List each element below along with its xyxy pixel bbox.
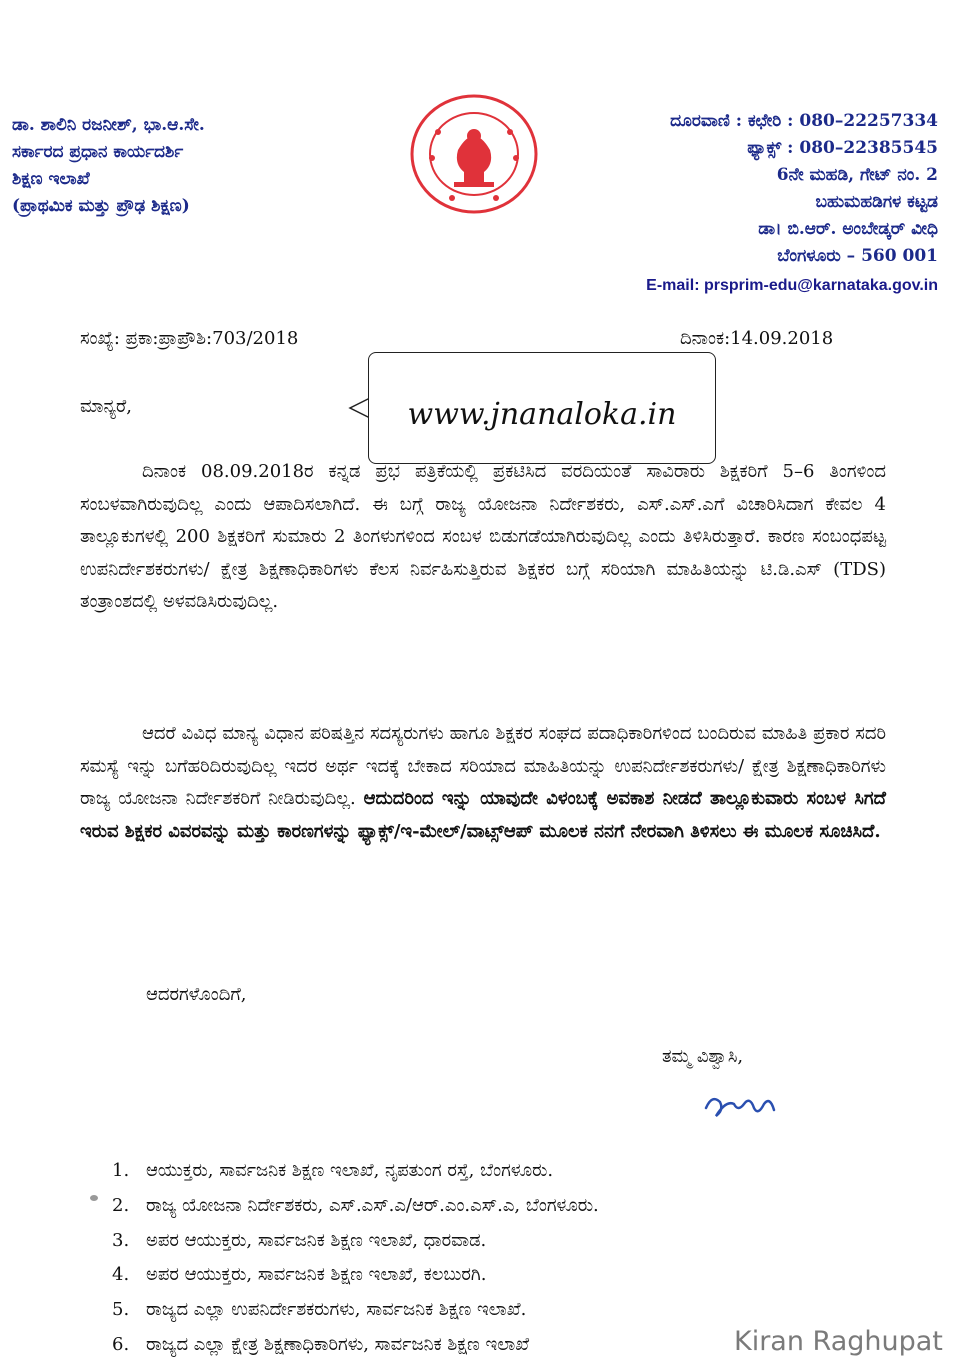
list-item: 4. ಅಪರ ಆಯುಕ್ತರು, ಸಾರ್ವಜನಿಕ ಶಿಕ್ಷಣ ಇಲಾಖೆ, ಕಲಬುರಗಿ. — [112, 1264, 487, 1286]
closing-greeting: ಆದರಗಳೊಂದಿಗೆ, — [146, 984, 247, 1005]
watermark-callout — [368, 352, 716, 464]
list-item: 3. ಅಪರ ಆಯುಕ್ತರು, ಸಾರ್ವಜನಿಕ ಶಿಕ್ಷಣ ಇಲಾಖೆ, ಧಾರವಾಡ. — [112, 1229, 487, 1251]
contact-address-line: ಬಹುಮಹಡಿಗಳ ಕಟ್ಟಡ — [815, 192, 938, 212]
contact-email: E-mail: prsprim-edu@karnataka.gov.in — [646, 277, 938, 294]
signature-icon — [700, 1086, 784, 1126]
list-item: 5. ರಾಜ್ಯದ ಎಲ್ಲಾ ಉಪನಿರ್ದೇಶಕರುಗಳು, ಸಾರ್ವಜನಿಕ ಶಿಕ್ಷಣ ಇಲಾಖೆ. — [112, 1299, 527, 1321]
reference-number: ಸಂಖ್ಯೆ: ಪ್ರಕಾ:ಪ್ರಾಪ್ರೌಶಿ:703/2018 — [80, 328, 299, 349]
watermark-text: www.jnanaloka.in — [407, 397, 677, 432]
contact-address-line: 6ನೇ ಮಹಡಿ, ಗೇಟ್ ನಂ. 2 — [776, 165, 938, 185]
sender-division: (ಪ್ರಾಥಮಿಕ ಮತ್ತು ಪ್ರೌಢ ಶಿಕ್ಷಣ) — [12, 196, 190, 216]
contact-address-line: ಬೆಂಗಳೂರು – 560 001 — [777, 246, 938, 266]
government-emblem-icon — [408, 92, 540, 216]
body-paragraph-2-instruction: ಆದುದರಿಂದ ಇನ್ನು ಯಾವುದೇ ವಿಳಂಬಕ್ಕೆ ಅವಕಾಶ ನೀಡದೆ ತಾಲ್ಲೂಕುವಾರು ಸಂಬಳ ಸಿಗದೆ ಇರುವ ಶಿಕ್ಷಕರ ವಿವರವನ್ನು ಮತ್ತು ಕಾರಣಗಳನ್ನು ಫ್ಯಾಕ್ಸ್/ಇ-ಮೇಲ್/ವಾಟ್ಸ್‌ಆಪ್ ಮೂಲಕ ನನಗೆ ನೇರವಾಗಿ ತಿಳಿಸಲು ಈ ಮೂಲಕ ಸೂಚಿಸಿದೆ. — [80, 788, 886, 842]
sender-name: ಡಾ. ಶಾಲಿನಿ ರಜನೀಶ್, ಭಾ.ಆ.ಸೇ. — [12, 115, 205, 135]
letter-date: ದಿನಾಂಕ:14.09.2018 — [680, 328, 834, 349]
contact-block — [578, 108, 938, 299]
sender-designation: ಸರ್ಕಾರದ ಪ್ರಧಾನ ಕಾರ್ಯದರ್ಶಿ — [12, 142, 184, 162]
body-paragraph-2 — [80, 718, 886, 848]
list-item: 1. ಆಯುಕ್ತರು, ಸಾರ್ವಜನಿಕ ಶಿಕ್ಷಣ ಇಲಾಖೆ, ನೃಪತುಂಗ ರಸ್ತೆ, ಬೆಂಗಳೂರು. — [112, 1160, 554, 1181]
scan-speck — [90, 1195, 98, 1201]
yours-faithfully: ತಮ್ಮ ವಿಶ್ವಾಸಿ, — [662, 1046, 744, 1067]
sender-block — [12, 112, 312, 220]
body-paragraph-2-text: ಆದರೆ ವಿವಿಧ ಮಾನ್ಯ ವಿಧಾನ ಪರಿಷತ್ತಿನ ಸದಸ್ಯರುಗಳು ಹಾಗೂ ಶಿಕ್ಷಕರ ಸಂಘದ ಪದಾಧಿಕಾರಿಗಳಿಂದ ಬಂದಿರುವ ಮಾಹಿತಿ ಪ್ರಕಾರ ಸದರಿ ಸಮಸ್ಯೆ ಇನ್ನು ಬಗೆಹರಿದಿರುವುದಿಲ್ಲ ಇದರ ಅರ್ಥ ಇದಕ್ಕೆ ಬೇಕಾದ ಸರಿಯಾದ ಮಾಹಿತಿಯನ್ನು ಉಪನಿರ್ದೇಶಕರುಗಳು/ ಕ್ಷೇತ್ರ ಶಿಕ್ಷಣಾಧಿಕಾರಿಗಳು ರಾಜ್ಯ ಯೋಜನಾ ನಿರ್ದೇಶಕರಿಗೆ ನೀಡಿರುವುದಿಲ್ಲ. — [80, 723, 886, 810]
contact-phone: ದೂರವಾಣಿ : ಕಛೇರಿ : 080–22257334 — [670, 111, 938, 131]
salutation: ಮಾನ್ಯರೆ, — [80, 396, 132, 417]
contact-address-line: ಡಾ। ಬಿ.ಆರ್. ಅಂಬೇಡ್ಕರ್ ವೀಧಿ — [758, 219, 938, 239]
author-credit: Kiran Raghupat — [734, 1326, 943, 1357]
list-item: 6. ರಾಜ್ಯದ ಎಲ್ಲಾ ಕ್ಷೇತ್ರ ಶಿಕ್ಷಣಾಧಿಕಾರಿಗಳು, ಸಾರ್ವಜನಿಕ ಶಿಕ್ಷಣ ಇಲಾಖೆ — [112, 1333, 530, 1355]
list-item: 2. ರಾಜ್ಯ ಯೋಜನಾ ನಿರ್ದೇಶಕರು, ಎಸ್.ಎಸ್.ಎ/ಆರ್.ಎಂ.ಎಸ್.ಎ, ಬೆಂಗಳೂರು. — [112, 1194, 599, 1216]
sender-department: ಶಿಕ್ಷಣ ಇಲಾಖೆ — [12, 169, 90, 189]
contact-fax: ಫ್ಯಾಕ್ಸ್ : 080–22385545 — [747, 138, 938, 158]
body-paragraph-1: ದಿನಾಂಕ 08.09.2018ರ ಕನ್ನಡ ಪ್ರಭ ಪತ್ರಿಕೆಯಲ್ಲಿ ಪ್ರಕಟಿಸಿದ ವರದಿಯಂತೆ ಸಾವಿರಾರು ಶಿಕ್ಷಕರಿಗೆ 5–6 ತಿಂಗಳಿಂದ ಸಂಬಳವಾಗಿರುವುದಿಲ್ಲ ಎಂದು ಆಪಾದಿಸಲಾಗಿದೆ. ಈ ಬಗ್ಗೆ ರಾಜ್ಯ ಯೋಜನಾ ನಿರ್ದೇಶಕರು, ಎಸ್.ಎಸ್.ಎಗೆ ವಿಚಾರಿಸಿದಾಗ ಕೇವಲ 4 ತಾಲ್ಲೂಕುಗಳಲ್ಲಿ 200 ಶಿಕ್ಷಕರಿಗೆ ಸುಮಾರು 2 ತಿಂಗಳುಗಳಿಂದ ಸಂಬಳ ಬಿಡುಗಡೆಯಾಗಿರುವುದಿಲ್ಲ ಎಂದು ತಿಳಿಸಿರುತ್ತಾರೆ. ಕಾರಣ ಸಂಬಂಧಪಟ್ಟ ಉಪನಿರ್ದೇಶಕರುಗಳು/ ಕ್ಷೇತ್ರ ಶಿಕ್ಷಣಾಧಿಕಾರಿಗಳು ಕೆಲಸ ನಿರ್ವಹಿಸುತ್ತಿರುವ ಶಿಕ್ಷಕರ ಬಗ್ಗೆ ಸರಿಯಾಗಿ ಮಾಹಿತಿಯನ್ನು ಟಿ.ಡಿ.ಎಸ್ (TDS) ತಂತ್ರಾಂಶದಲ್ಲಿ ಅಳವಡಿಸಿರುವುದಿಲ್ಲ. — [80, 461, 886, 613]
